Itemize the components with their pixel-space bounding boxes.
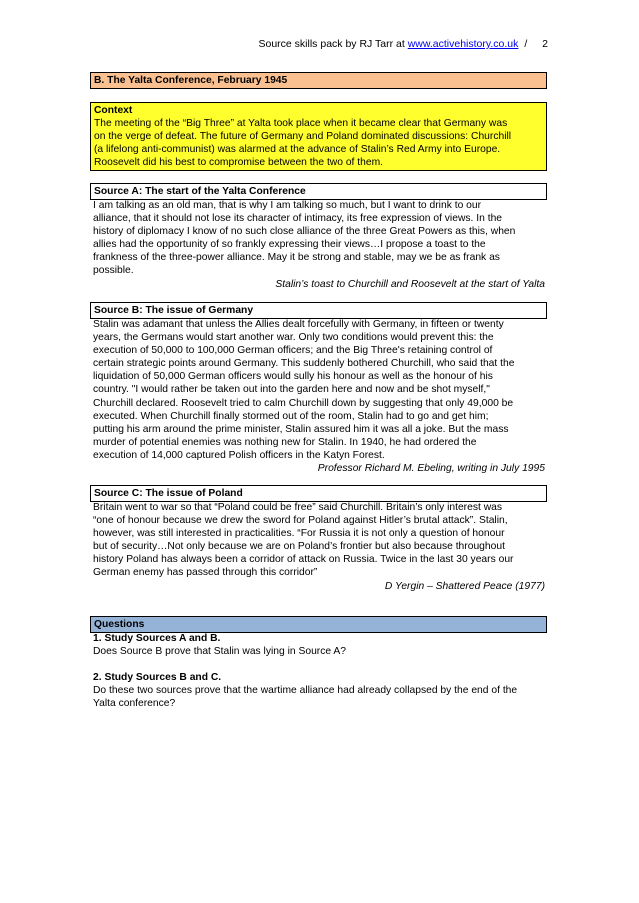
context-box (90, 102, 547, 171)
source-b-title: Source B: The issue of Germany (94, 305, 254, 316)
question-1-text: Does Source B prove that Stalin was lying in Source A? (93, 646, 346, 658)
source-b-attribution: Professor Richard M. Ebeling, writing in July 1995 (317, 463, 545, 475)
question-2-heading: 2. Study Sources B and C. (93, 672, 222, 684)
source-c-text (93, 501, 545, 593)
page-number: 2 (542, 38, 548, 50)
context-line: on the verge of defeat. The future of Germany and Poland dominated discussions: Churchill (94, 131, 512, 143)
source-c-line: however, was still interested in practicalities. “For Russia it is not only a question of honour (93, 528, 505, 540)
source-b-line: Churchill declared. Roosevelt tried to calm Churchill down by suggesting that only 49,000 be (93, 397, 514, 409)
source-b-line: murder of potential enemies was nothing new for Stalin. In 1940, he had ordered the (93, 436, 477, 448)
context-line: Roosevelt did his best to compromise between the two of them. (94, 157, 384, 169)
source-b-line: liquidation of 50,000 German officers would sully his honour as well as the honour of his (93, 371, 493, 383)
source-b-line: years, the Germans would start another war. Only two conditions would prevent this: the (93, 332, 494, 344)
header-separator: / (524, 38, 528, 50)
source-b-title-box (90, 302, 547, 319)
questions-title: Questions (94, 619, 145, 630)
header-prefix: Source skills pack by RJ Tarr at (258, 38, 405, 50)
section-title-box (90, 72, 547, 89)
source-b-line: certain strategic points around Germany. This suddenly bothered Churchill, who said that the (93, 358, 515, 370)
questions-list (93, 632, 545, 710)
source-b-text (93, 318, 545, 475)
source-a-line: frankness of the three-power alliance. May it be strong and stable, may we be as frank as (93, 252, 500, 264)
context-line: The meeting of the “Big Three” at Yalta took place when it became clear that Germany was (94, 118, 508, 130)
source-a-line: I am talking as an old man, that is why I am talking so much, but I want to drink to our (93, 200, 482, 211)
header-link[interactable]: www.activehistory.co.uk (407, 38, 519, 50)
question-2-text: Do these two sources prove that the wartime alliance had already collapsed by the end of the (93, 685, 518, 697)
source-c-line: but of security…Not only because we are on Poland’s frontier but also because throughout (93, 541, 505, 553)
source-b-line: executed. When Churchill finally stormed out of the room, Stalin had to go and get him; (93, 410, 489, 422)
source-c-line: history Poland has always been a corridor of attack on Russia. Twice in the last 30 years our (93, 554, 514, 566)
source-a-line: allies had the opportunity of so frankly expressing their views…I propose a toast to the (93, 239, 486, 251)
source-a-title: Source A: The start of the Yalta Conference (94, 186, 306, 197)
source-c-attribution: D Yergin – Shattered Peace (1977) (384, 580, 545, 592)
context-line: (a lifelong anti-communist) was alarmed at the advance of Stalin’s Red Army into Europe. (94, 144, 501, 156)
source-b-line: execution of 14,000 captured Polish officers in the Katyn Forest. (93, 449, 385, 461)
source-c-line: German enemy has passed through this corridor” (93, 567, 318, 579)
source-b-line: putting his arm around the prime minister, Stalin assured him it was all a joke. But the mass (93, 423, 509, 435)
source-a-text (93, 199, 545, 291)
source-a-line: possible. (93, 265, 134, 277)
source-c-title: Source C: The issue of Poland (94, 488, 243, 499)
source-b-line: country. "I would rather be taken out into the garden here and now and be shot myself," (93, 384, 490, 396)
page-header (90, 38, 548, 51)
source-c-line: Britain went to war so that “Poland could be free” said Churchill. Britain’s only interest was (93, 502, 503, 513)
section-title: B. The Yalta Conference, February 1945 (94, 75, 288, 86)
source-a-attribution: Stalin’s toast to Churchill and Roosevelt at the start of Yalta (275, 278, 545, 290)
question-1-heading: 1. Study Sources A and B. (93, 633, 221, 644)
source-c-line: “one of honour because we drew the sword for Poland against Hitler’s brutal attack”. Stalin, (93, 515, 508, 527)
source-a-line: alliance, that it should not lose its character of intimacy, its free expression of views. In the (93, 213, 503, 225)
source-c-title-box (90, 485, 547, 502)
questions-title-box (90, 616, 547, 633)
source-a-line: history of diplomacy I know of no such close alliance of the three Great Powers as this, when (93, 226, 516, 238)
context-title: Context (94, 105, 133, 116)
source-b-line: execution of 50,000 to 100,000 German officers; and the Big Three's retaining control of (93, 345, 493, 357)
source-b-line: Stalin was adamant that unless the Allies dealt forcefully with Germany, in fifteen or twenty (93, 319, 504, 330)
question-spacer (93, 658, 545, 671)
question-2-text: Yalta conference? (93, 698, 176, 710)
source-a-title-box (90, 183, 547, 200)
